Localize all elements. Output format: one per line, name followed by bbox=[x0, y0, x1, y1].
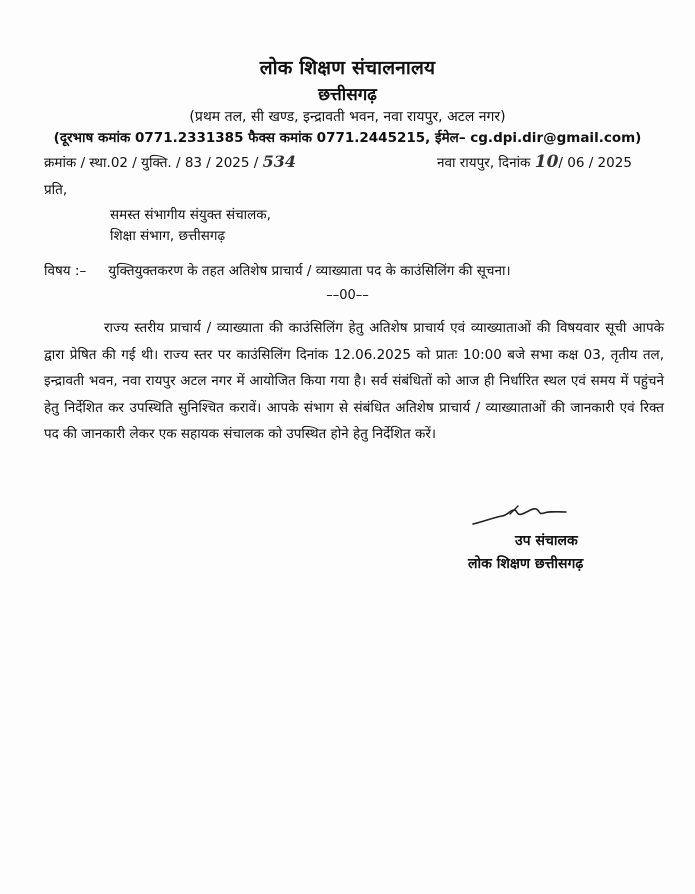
recipient-line-2: शिक्षा संभाग, छत्तीसगढ़ bbox=[110, 228, 226, 244]
subject-label: विषय :– bbox=[44, 263, 87, 279]
subject-text: युक्तियुक्तकरण के तहत अतिशेष प्राचार्य / व्याख्याता पद के काउंसिलिंग की सूचना। bbox=[108, 263, 511, 279]
subject-line bbox=[44, 261, 511, 279]
recipient-prati: प्रति, bbox=[44, 182, 68, 198]
office-title: लोक शिक्षण संचालनालय bbox=[259, 57, 436, 79]
signature-scribble bbox=[470, 500, 610, 528]
place-date-prefix: नवा रायपुर, दिनांक bbox=[437, 155, 531, 171]
recipient-line-1: समस्त संभागीय संयुक्त संचालक, bbox=[110, 207, 271, 223]
signatory-designation: उप संचालक bbox=[515, 533, 578, 549]
signatory-office: लोक शिक्षण छत्तीसगढ़ bbox=[468, 556, 584, 572]
reference-prefix: क्रमांक / स्था.02 / युक्ति. / 83 / 2025 / bbox=[44, 155, 259, 171]
reference-number bbox=[44, 152, 296, 171]
state-name: छत्तीसगढ़ bbox=[318, 85, 377, 105]
contact-line: (दूरभाष कमांक 0771.2331385 फैक्स कमांक 0771.2445215, ईमेल– cg.dpi.dir@gmail.com) bbox=[53, 130, 642, 146]
date-suffix: / 06 / 2025 bbox=[558, 155, 632, 171]
office-address: (प्रथम तल, सी खण्ड, इन्द्रावती भवन, नवा रायपुर, अटल नगर) bbox=[189, 109, 506, 125]
body-paragraph: राज्य स्तरीय प्राचार्य / व्याख्याता की काउंसिलिंग हेतु अतिशेष प्राचार्य एवं व्याख्याताओं की विषयवार सूची आपके द्वारा प्रेषित की गई थी। राज्य स्तर पर काउंसिलिंग दिनांक 12.06.2025 को प्रातः 10:00 बजे सभा कक्ष 03, तृतीय तल, इन्द्रावती भवन, नवा रायपुर अटल नगर में आयोजित किया गया है। सर्व संबंधितों को आज ही निर्धारित स्थल एवं समय में पहुंचने हेतु निर्देशित कर उपस्थिति सुनिश्चित करावें। आपके संभाग से संबंधित अतिशेष प्राचार्य / व्याख्याताओं की जानकारी एवं रिक्त पद की जानकारी लेकर एक सहायक संचालक को उपस्थित होने हेतु निर्देशित करें। bbox=[44, 320, 664, 442]
place-date bbox=[437, 152, 632, 172]
date-handwritten-day: 10 bbox=[534, 152, 559, 172]
reference-handwritten-number: 534 bbox=[262, 152, 297, 171]
divider: ––00–– bbox=[326, 288, 369, 303]
